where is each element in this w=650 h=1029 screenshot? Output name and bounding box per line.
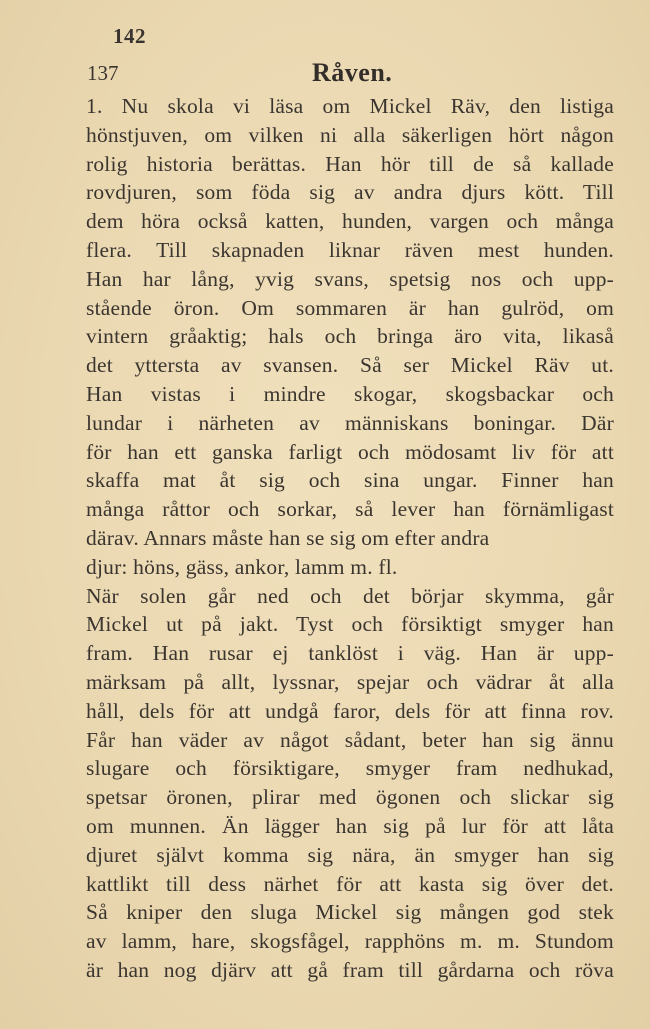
text-line: spetsar öronen, plirar med ögonen och slickar sig [86, 785, 614, 810]
text-line: stående öron. Om sommaren är han gulröd, om [86, 295, 614, 320]
text-line: fram. Han rusar ej tanklöst i väg. Han är upp- [86, 641, 614, 666]
text-line: lundar i närheten av människans boningar. Där [86, 410, 614, 435]
text-line: Han vistas i mindre skogar, skogsbackar och [86, 381, 614, 406]
text-line: för han ett ganska farligt och mödosamt liv för att [86, 439, 614, 464]
text-line: många råttor och sorkar, så lever han förnämligast [86, 497, 614, 522]
text-line: vintern gråaktig; hals och bringa äro vita, likaså [86, 324, 614, 349]
text-line: 1. Nu skola vi läsa om Mickel Räv, den listiga [86, 94, 614, 118]
text-line: dem höra också katten, hunden, vargen och många [86, 209, 614, 234]
running-page-number: 142 [113, 24, 146, 48]
text-line: håll, dels för att undgå faror, dels för att finna rov. [86, 698, 614, 723]
page-number: 137 [87, 61, 119, 85]
text-line: slugare och försiktigare, smyger fram nedhukad, [86, 756, 614, 781]
text-line: Han har lång, yvig svans, spetsig nos och upp- [86, 266, 614, 291]
chapter-title: Råven. [312, 58, 393, 87]
text-line: rolig historia berättas. Han hör till de så kallade [86, 151, 614, 176]
text-body [86, 92, 614, 985]
text-line: Får han väder av något sådant, beter han sig ännu [86, 727, 614, 752]
text-line: Mickel ut på jakt. Tyst och försiktigt smyger han [86, 612, 614, 637]
text-line: skaffa mat åt sig och sina ungar. Finner han [86, 468, 614, 493]
text-line: Så kniper den sluga Mickel sig mången god stek [86, 900, 614, 925]
text-line: är han nog djärv att gå fram till gårdarna och röva [86, 957, 614, 982]
text-line: hönstjuven, om vilken ni alla säkerligen hört någon [86, 122, 614, 147]
text-line: flera. Till skapnaden liknar räven mest hunden. [86, 237, 614, 262]
text-line: därav. Annars måste han se sig om efter andra [86, 525, 490, 550]
text-line: djur: höns, gäss, ankor, lamm m. fl. [86, 554, 398, 579]
text-line: det yttersta av svansen. Så ser Mickel Räv ut. [86, 353, 614, 378]
text-line: av lamm, hare, skogsfågel, rapphöns m. m. Stundom [86, 929, 614, 954]
text-line: kattlikt till dess närhet för att kasta sig över det. [86, 871, 614, 896]
text-line: När solen går ned och det börjar skymma, går [86, 583, 614, 608]
text-line: djuret självt komma sig nära, än smyger han sig [86, 842, 614, 867]
text-line: rovdjuren, som föda sig av andra djurs kött. Till [86, 180, 614, 205]
text-line: märksam på allt, lyssnar, spejar och vädrar åt alla [86, 669, 614, 694]
text-line: om munnen. Än lägger han sig på lur för att låta [86, 813, 614, 838]
